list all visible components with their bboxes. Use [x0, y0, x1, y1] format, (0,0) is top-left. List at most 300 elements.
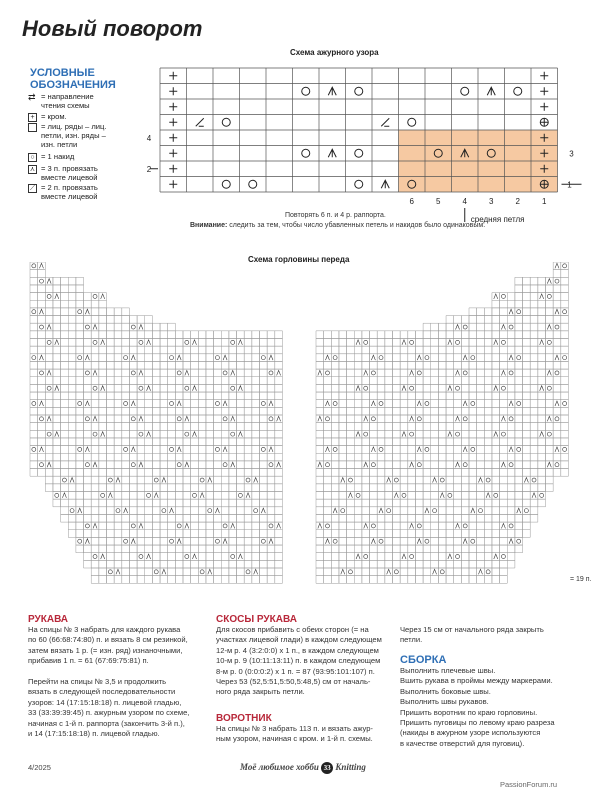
three-together-symbol [555, 447, 559, 452]
yarn-over-symbol [124, 402, 128, 406]
yarn-over-symbol [170, 356, 174, 360]
three-together-symbol [223, 355, 227, 360]
three-together-symbol [192, 386, 196, 391]
three-together-symbol [185, 523, 189, 528]
yarn-over-symbol [32, 356, 36, 360]
yarn-over-symbol [364, 432, 368, 436]
three-together-symbol [547, 279, 551, 284]
yarn-over-symbol [93, 340, 97, 344]
yarn-over-symbol [509, 463, 513, 467]
three-together-symbol [101, 554, 105, 559]
three-together-symbol [364, 462, 368, 467]
yarn-over-symbol [501, 432, 505, 436]
yarn-over-symbol [139, 432, 143, 436]
three-together-symbol [501, 370, 505, 375]
yarn-over-symbol [269, 371, 273, 375]
three-together-symbol [269, 401, 273, 406]
yarn-over-symbol [78, 447, 82, 451]
yarn-over-symbol [124, 356, 128, 360]
three-together-symbol [39, 401, 43, 406]
three-together-symbol [448, 386, 452, 391]
three-together-symbol [185, 462, 189, 467]
three-together-symbol [463, 447, 467, 452]
yarn-over-symbol [379, 356, 383, 360]
yarn-over-symbol [85, 371, 89, 375]
three-together-symbol [246, 493, 250, 498]
yarn-over-symbol [371, 524, 375, 528]
yarn-over-symbol [269, 417, 273, 421]
three-together-symbol [223, 447, 227, 452]
yarn-over-symbol [563, 264, 567, 268]
three-together-symbol [85, 401, 89, 406]
yarn-over-symbol [78, 310, 82, 314]
yarn-over-symbol [333, 402, 337, 406]
three-together-symbol [147, 554, 151, 559]
three-together-symbol [231, 416, 235, 421]
yarn-over-symbol [246, 570, 250, 574]
page-title: Новый поворот [22, 16, 203, 41]
three-together-symbol [231, 370, 235, 375]
three-together-symbol [124, 508, 128, 513]
three-together-symbol [238, 432, 242, 437]
yarn-over-symbol [433, 509, 437, 513]
three-together-symbol [540, 340, 544, 345]
yarn-over-symbol [333, 447, 337, 451]
yarn-over-symbol [461, 87, 469, 95]
three-together-symbol [47, 416, 51, 421]
yarn-over-symbol [463, 463, 467, 467]
yarn-over-symbol [131, 417, 135, 421]
three-together-symbol [39, 447, 43, 452]
yarn-over-symbol [509, 371, 513, 375]
legend-item-text: = лиц. ряды – лиц. петли, изн. ряды – изн. петли [41, 122, 107, 149]
yarn-over-symbol [501, 386, 505, 390]
three-together-symbol [85, 355, 89, 360]
three-together-symbol [463, 539, 467, 544]
yarn-over-symbol [547, 294, 551, 298]
yarn-over-symbol [356, 493, 360, 497]
yarn-over-symbol [563, 447, 567, 451]
yarn-over-symbol [154, 478, 158, 482]
three-together-symbol [456, 370, 460, 375]
three-together-symbol [509, 447, 513, 452]
yarn-over-symbol [139, 386, 143, 390]
three-together-symbol [101, 432, 105, 437]
yarn-over-symbol [249, 180, 257, 188]
three-together-symbol [162, 478, 166, 483]
three-together-symbol [509, 309, 513, 314]
three-together-symbol [402, 340, 406, 345]
yarn-over-symbol [185, 555, 189, 559]
three-together-symbol [487, 87, 495, 95]
yarn-over-symbol [478, 509, 482, 513]
plus-box-icon: + [28, 113, 37, 122]
yarn-over-symbol [32, 310, 36, 314]
stitch-number: 5 [436, 197, 441, 206]
yarn-over-symbol [563, 310, 567, 314]
yarn-over-symbol [517, 402, 521, 406]
yarn-over-symbol [341, 509, 345, 513]
yarn-over-symbol [517, 310, 521, 314]
row-label: 1 [567, 180, 572, 190]
three-together-symbol [116, 478, 120, 483]
yarn-over-symbol [124, 539, 128, 543]
three-together-symbol [417, 447, 421, 452]
yarn-over-symbol [93, 432, 97, 436]
yarn-over-symbol [563, 402, 567, 406]
yarn-over-symbol [501, 555, 505, 559]
yarn-over-symbol [364, 386, 368, 390]
three-together-symbol [456, 325, 460, 330]
three-together-symbol [410, 416, 414, 421]
three-together-symbol [540, 432, 544, 437]
three-together-symbol [540, 386, 544, 391]
three-together-symbol [261, 508, 265, 513]
neck-chart [0, 262, 597, 592]
yarn-over-symbol [223, 417, 227, 421]
three-together-symbol [509, 355, 513, 360]
three-together-symbol [192, 432, 196, 437]
three-together-symbol [410, 523, 414, 528]
yarn-over-symbol [517, 539, 521, 543]
yarn-over-symbol [410, 432, 414, 436]
yarn-over-symbol [547, 432, 551, 436]
yarn-over-symbol [222, 180, 230, 188]
three-together-symbol [494, 554, 498, 559]
yarn-over-symbol [254, 509, 258, 513]
yarn-over-symbol [162, 509, 166, 513]
three-together-symbol [277, 462, 281, 467]
yarn-over-symbol [501, 294, 505, 298]
three-together-symbol [448, 432, 452, 437]
yarn-over-symbol [355, 149, 363, 157]
assembly-text: Выполнить плечевые швы. Вшить рукава в проймы между маркерами. Выполнить боковые швы. Выполнить швы рукавов. Пришить воротник по краю горловины. Пришить пуговицы по левому краю разреза (накиды в ажурном узоре используются в качестве отверстий для пуговиц). [400, 666, 555, 748]
yarn-over-symbol [116, 509, 120, 513]
three-together-symbol [200, 493, 204, 498]
yarn-over-symbol [325, 524, 329, 528]
collar-text: На спицы № 3 набрать 113 п. и вязать ажур- ным узором, начиная с кром. и 1-й п. схемы. [216, 724, 373, 744]
yarn-over-symbol [387, 509, 391, 513]
yarn-over-symbol [238, 493, 242, 497]
two-together-symbol [381, 118, 389, 126]
yarn-over-symbol [463, 371, 467, 375]
three-together-symbol [463, 401, 467, 406]
three-together-symbol [547, 416, 551, 421]
three-together-symbol [139, 325, 143, 330]
two-together-symbol [196, 118, 204, 126]
three-together-symbol [371, 447, 375, 452]
yarn-over-symbol [222, 118, 230, 126]
yarn-over-symbol [78, 356, 82, 360]
yarn-over-symbol [532, 478, 536, 482]
three-together-symbol [47, 279, 51, 284]
page-number: 33 [321, 762, 333, 774]
three-together-symbol [223, 401, 227, 406]
yarn-over-symbol [425, 447, 429, 451]
yarn-over-symbol [231, 555, 235, 559]
three-together-symbol [478, 569, 482, 574]
three-together-symbol [547, 325, 551, 330]
three-together-symbol [425, 508, 429, 513]
three-together-symbol [154, 493, 158, 498]
three-together-symbol [177, 447, 181, 452]
three-together-symbol [170, 508, 174, 513]
magazine-name: Моё любимое хобби 33 Knitting [240, 762, 366, 772]
yarn-over-symbol [269, 463, 273, 467]
yarn-over-symbol [471, 447, 475, 451]
three-together-symbol [139, 370, 143, 375]
legend-item-text: = кром. [41, 112, 67, 121]
three-together-symbol [238, 554, 242, 559]
three-together-symbol [223, 539, 227, 544]
yarn-over-symbol [509, 524, 513, 528]
three-together-symbol [509, 401, 513, 406]
yarn-over-symbol [39, 279, 43, 283]
legend-item-text: = 2 п. провязать вместе лицевой [41, 183, 98, 201]
three-together-symbol [433, 478, 437, 483]
row-label: 4 [146, 133, 152, 143]
three-together-symbol [70, 478, 74, 483]
yarn-over-symbol [509, 325, 513, 329]
yarn-over-symbol [456, 340, 460, 344]
three-together-symbol [540, 294, 544, 299]
yarn-over-symbol [170, 447, 174, 451]
yarn-over-symbol [108, 570, 112, 574]
three-together-symbol [85, 447, 89, 452]
three-together-symbol [269, 539, 273, 544]
lace-chart-title: Схема ажурного узора [290, 48, 379, 57]
yarn-over-symbol [379, 539, 383, 543]
three-together-symbol [371, 401, 375, 406]
bevels-title: СКОСЫ РУКАВА [216, 614, 297, 625]
three-together-symbol [371, 539, 375, 544]
assembly-title: СБОРКА [400, 654, 447, 666]
yarn-over-symbol [85, 417, 89, 421]
yarn-over-symbol [78, 539, 82, 543]
yarn-over-symbol [333, 539, 337, 543]
yarn-over-symbol [261, 402, 265, 406]
three-together-symbol [93, 416, 97, 421]
yarn-over-symbol [471, 356, 475, 360]
yarn-over-symbol [417, 371, 421, 375]
yarn-over-symbol [131, 325, 135, 329]
watermark: PassionForum.ru [500, 780, 558, 789]
row-label: 2 [146, 164, 152, 174]
three-together-symbol [147, 340, 151, 345]
yarn-over-symbol [417, 524, 421, 528]
three-together-symbol [108, 493, 112, 498]
yarn-over-symbol [39, 371, 43, 375]
yarn-over-symbol [417, 417, 421, 421]
yarn-over-symbol [85, 463, 89, 467]
yarn-over-symbol [425, 356, 429, 360]
three-together-symbol [277, 416, 281, 421]
yarn-over-symbol [55, 493, 59, 497]
yarn-over-symbol [501, 340, 505, 344]
yarn-over-symbol [379, 402, 383, 406]
yarn-over-symbol [364, 340, 368, 344]
three-together-symbol [410, 462, 414, 467]
yarn-over-symbol [215, 447, 219, 451]
yarn-over-symbol [410, 386, 414, 390]
three-together-symbol [47, 325, 51, 330]
yarn-over-symbol [185, 340, 189, 344]
three-together-symbol [55, 340, 59, 345]
three-together-symbol [456, 523, 460, 528]
yarn-over-symbol [62, 478, 66, 482]
three-together-symbol [478, 478, 482, 483]
yarn-over-symbol [170, 539, 174, 543]
yarn-over-symbol [261, 356, 265, 360]
three-together-symbol [318, 523, 322, 528]
three-together-symbol [62, 493, 66, 498]
yarn-over-symbol [223, 463, 227, 467]
yarn-over-symbol [131, 371, 135, 375]
yarn-over-symbol [39, 325, 43, 329]
yarn-over-symbol [471, 539, 475, 543]
yarn-over-symbol [440, 478, 444, 482]
legend-item-text: = 3 п. провязать вместе лицевой [41, 164, 98, 182]
yarn-over-symbol [540, 493, 544, 497]
stitch-number: 6 [409, 197, 414, 206]
yarn-over-symbol [32, 402, 36, 406]
three-together-symbol [387, 569, 391, 574]
three-together-symbol [410, 370, 414, 375]
yarn-over-symbol [261, 447, 265, 451]
yarn-over-symbol [555, 417, 559, 421]
three-together-symbol [417, 401, 421, 406]
three-together-symbol [55, 294, 59, 299]
yarn-over-symbol [463, 524, 467, 528]
three-together-symbol [547, 370, 551, 375]
three-together-symbol [524, 478, 528, 483]
three-together-symbol [371, 355, 375, 360]
neck-stitch-count: = 19 п. [570, 576, 592, 583]
yarn-over-symbol [139, 340, 143, 344]
yarn-over-symbol [185, 386, 189, 390]
three-together-symbol [55, 432, 59, 437]
yarn-over-symbol [524, 509, 528, 513]
three-together-symbol [139, 416, 143, 421]
three-together-symbol [93, 370, 97, 375]
three-together-symbol [325, 355, 329, 360]
three-together-symbol [341, 569, 345, 574]
three-together-symbol [417, 539, 421, 544]
three-together-symbol [101, 386, 105, 391]
yarn-over-symbol [394, 570, 398, 574]
neck-grid-left [30, 262, 282, 583]
neck-grid-right [316, 262, 568, 583]
three-together-icon: ⋏ [29, 166, 36, 173]
yarn-over-symbol [124, 447, 128, 451]
three-together-symbol [101, 340, 105, 345]
three-together-symbol [463, 355, 467, 360]
yarn-over-symbol [410, 555, 414, 559]
yarn-over-symbol [456, 386, 460, 390]
three-together-symbol [555, 263, 559, 268]
yarn-over-symbol [93, 386, 97, 390]
three-together-symbol [433, 569, 437, 574]
three-together-symbol [494, 386, 498, 391]
three-together-symbol [328, 87, 336, 95]
three-together-symbol [39, 355, 43, 360]
three-together-symbol [509, 539, 513, 544]
yarn-over-symbol [425, 539, 429, 543]
three-together-symbol [254, 478, 258, 483]
three-together-symbol [131, 539, 135, 544]
yarn-over-symbol [154, 570, 158, 574]
center-label: средняя петля [470, 215, 525, 224]
three-together-symbol [269, 355, 273, 360]
yarn-over-symbol [364, 555, 368, 559]
three-together-symbol [379, 508, 383, 513]
yarn-over-symbol [463, 325, 467, 329]
three-together-symbol [402, 554, 406, 559]
three-together-symbol [364, 523, 368, 528]
three-together-symbol [325, 447, 329, 452]
three-together-symbol [501, 416, 505, 421]
yarn-over-symbol [371, 463, 375, 467]
yarn-over-symbol [32, 264, 36, 268]
three-together-symbol [555, 309, 559, 314]
circle-box-icon: ○ [28, 153, 37, 162]
three-together-symbol [456, 462, 460, 467]
repeat-note: Повторять 6 п. и 4 р. раппорта. [285, 212, 386, 219]
yarn-over-symbol [147, 493, 151, 497]
yarn-over-symbol [261, 539, 265, 543]
three-together-symbol [254, 569, 258, 574]
yarn-over-symbol [456, 432, 460, 436]
yarn-over-symbol [170, 402, 174, 406]
yarn-over-symbol [200, 478, 204, 482]
yarn-over-symbol [177, 463, 181, 467]
two-together-icon: ⟋ [28, 184, 37, 193]
yarn-over-symbol [555, 371, 559, 375]
three-together-symbol [185, 370, 189, 375]
legend-item-text: = направление чтения схемы [41, 92, 94, 110]
yarn-over-symbol [517, 356, 521, 360]
yarn-over-symbol [231, 340, 235, 344]
yarn-over-symbol [394, 478, 398, 482]
three-together-symbol [333, 508, 337, 513]
yarn-over-symbol [246, 478, 250, 482]
three-together-symbol [177, 355, 181, 360]
yarn-over-symbol [355, 180, 363, 188]
yarn-over-symbol [325, 417, 329, 421]
yarn-over-symbol [463, 417, 467, 421]
three-together-symbol [277, 523, 281, 528]
bevels-text: Для скосов прибавить с обеих сторон (= на участках лицевой глади) в каждом следующем 12-м р. 4 (3:2:0:0) х 1 п., в каждом следующем 10-м р. 9 (10:11:13:11) п. в каждом следующем 8-м р. 0 (0:0:0:2) х 1 п. = 87 (93:95:101:107) п. Через 53 (52,5:51,5:50,5:48,5) см от началь- ного ряда закрыть петли. [216, 625, 382, 697]
yarn-over-symbol [514, 87, 522, 95]
three-together-symbol [417, 355, 421, 360]
three-together-symbol [341, 478, 345, 483]
three-together-symbol [78, 508, 82, 513]
three-together-symbol [231, 523, 235, 528]
yarn-over-symbol [371, 417, 375, 421]
three-together-symbol [486, 493, 490, 498]
yarn-over-symbol [39, 417, 43, 421]
yarn-over-symbol [215, 402, 219, 406]
yarn-over-symbol [131, 463, 135, 467]
yarn-over-symbol [348, 570, 352, 574]
row-label: 3 [569, 149, 574, 159]
yarn-over-symbol [223, 371, 227, 375]
yarn-over-symbol [379, 447, 383, 451]
three-together-symbol [208, 478, 212, 483]
yarn-over-symbol [355, 87, 363, 95]
three-together-symbol [215, 508, 219, 513]
three-together-symbol [394, 493, 398, 498]
